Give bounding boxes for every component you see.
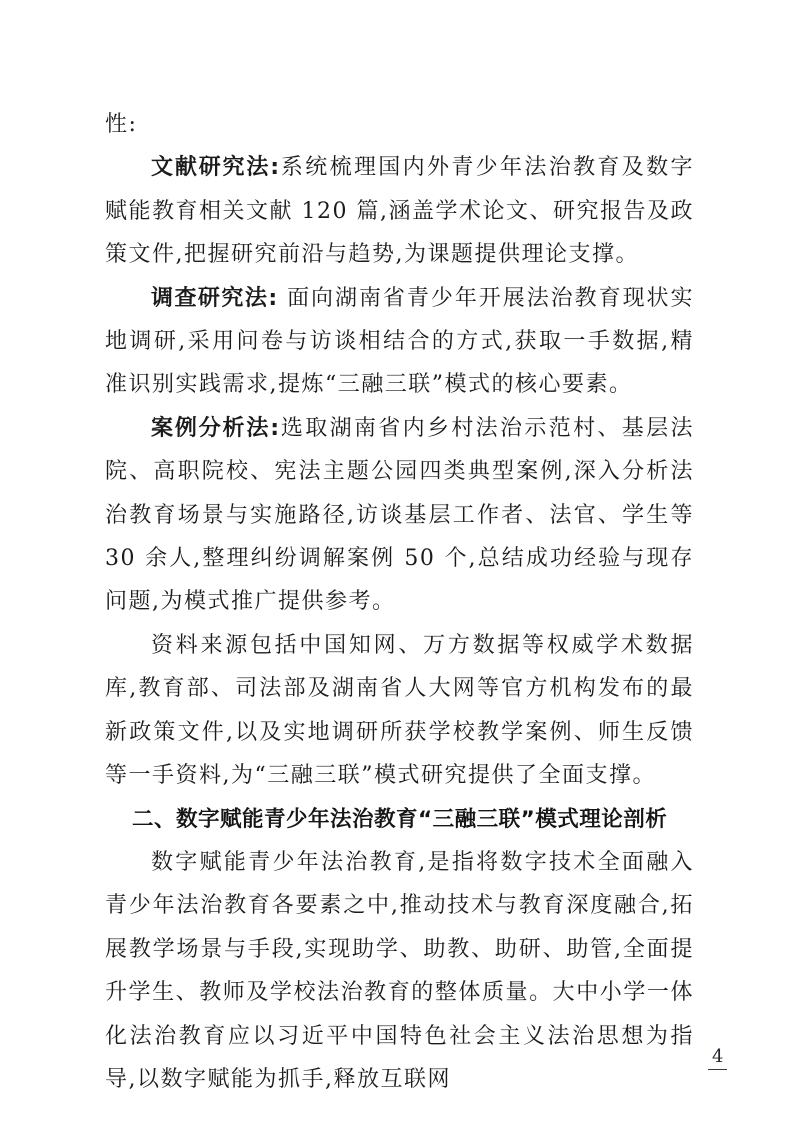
method-text-survey: 面向湖南省青少年开展法治教育现状实地调研,采用问卷与访谈相结合的方式,获取一手数据,精准识别实践需求,提炼“三融三联”模式的核心要素。 xyxy=(105,285,694,398)
page-content xyxy=(105,103,694,1101)
method-label-case-analysis: 案例分析法: xyxy=(151,415,281,441)
method-label-literature: 文献研究法: xyxy=(151,155,281,181)
method-text-case-analysis: 选取湖南省内乡村法治示范村、基层法院、高职院校、宪法主题公园四类典型案例,深入分析法治教育场景与实施路径,访谈基层工作者、法官、学生等 30 余人,整理纠纷调解案例 50 个,总结成功经验与现存问题,为模式推广提供参考。 xyxy=(105,415,694,615)
paragraph-continuation-fragment: 性: xyxy=(105,112,138,137)
paragraph-survey-method xyxy=(105,277,694,407)
paragraph-data-sources: 资料来源包括中国知网、万方数据等权威学术数据库,教育部、司法部及湖南省人大网等官方机构发布的最新政策文件,以及实地调研所获学校教学案例、师生反馈等一手资料,为“三融三联”模式研究提供了全面支撑。 xyxy=(105,632,694,789)
method-text-literature: 系统梳理国内外青少年法治教育及数字赋能教育相关文献 120 篇,涵盖学术论文、研究报告及政策文件,把握研究前沿与趋势,为课题提供理论支撑。 xyxy=(105,155,694,268)
paragraph-literature-method xyxy=(105,146,694,276)
paragraph-case-analysis-method xyxy=(105,407,694,624)
paragraph-section-intro: 数字赋能青少年法治教育,是指将数字技术全面融入青少年法治教育各要素之中,推动技术与教育深度融合,拓展教学场景与手段,实现助学、助教、助研、助管,全面提升学生、教师及学校法治教育的整体质量。大中小学一体化法治教育应以习近平中国特色社会主义法治思想为指导,以数字赋能为抓手,释放互联网 xyxy=(105,849,694,1092)
page-number: 4 xyxy=(708,1046,727,1070)
section-heading: 二、数字赋能青少年法治教育“三融三联”模式理论剖析 xyxy=(132,806,668,832)
method-label-survey: 调查研究法: xyxy=(151,285,279,311)
